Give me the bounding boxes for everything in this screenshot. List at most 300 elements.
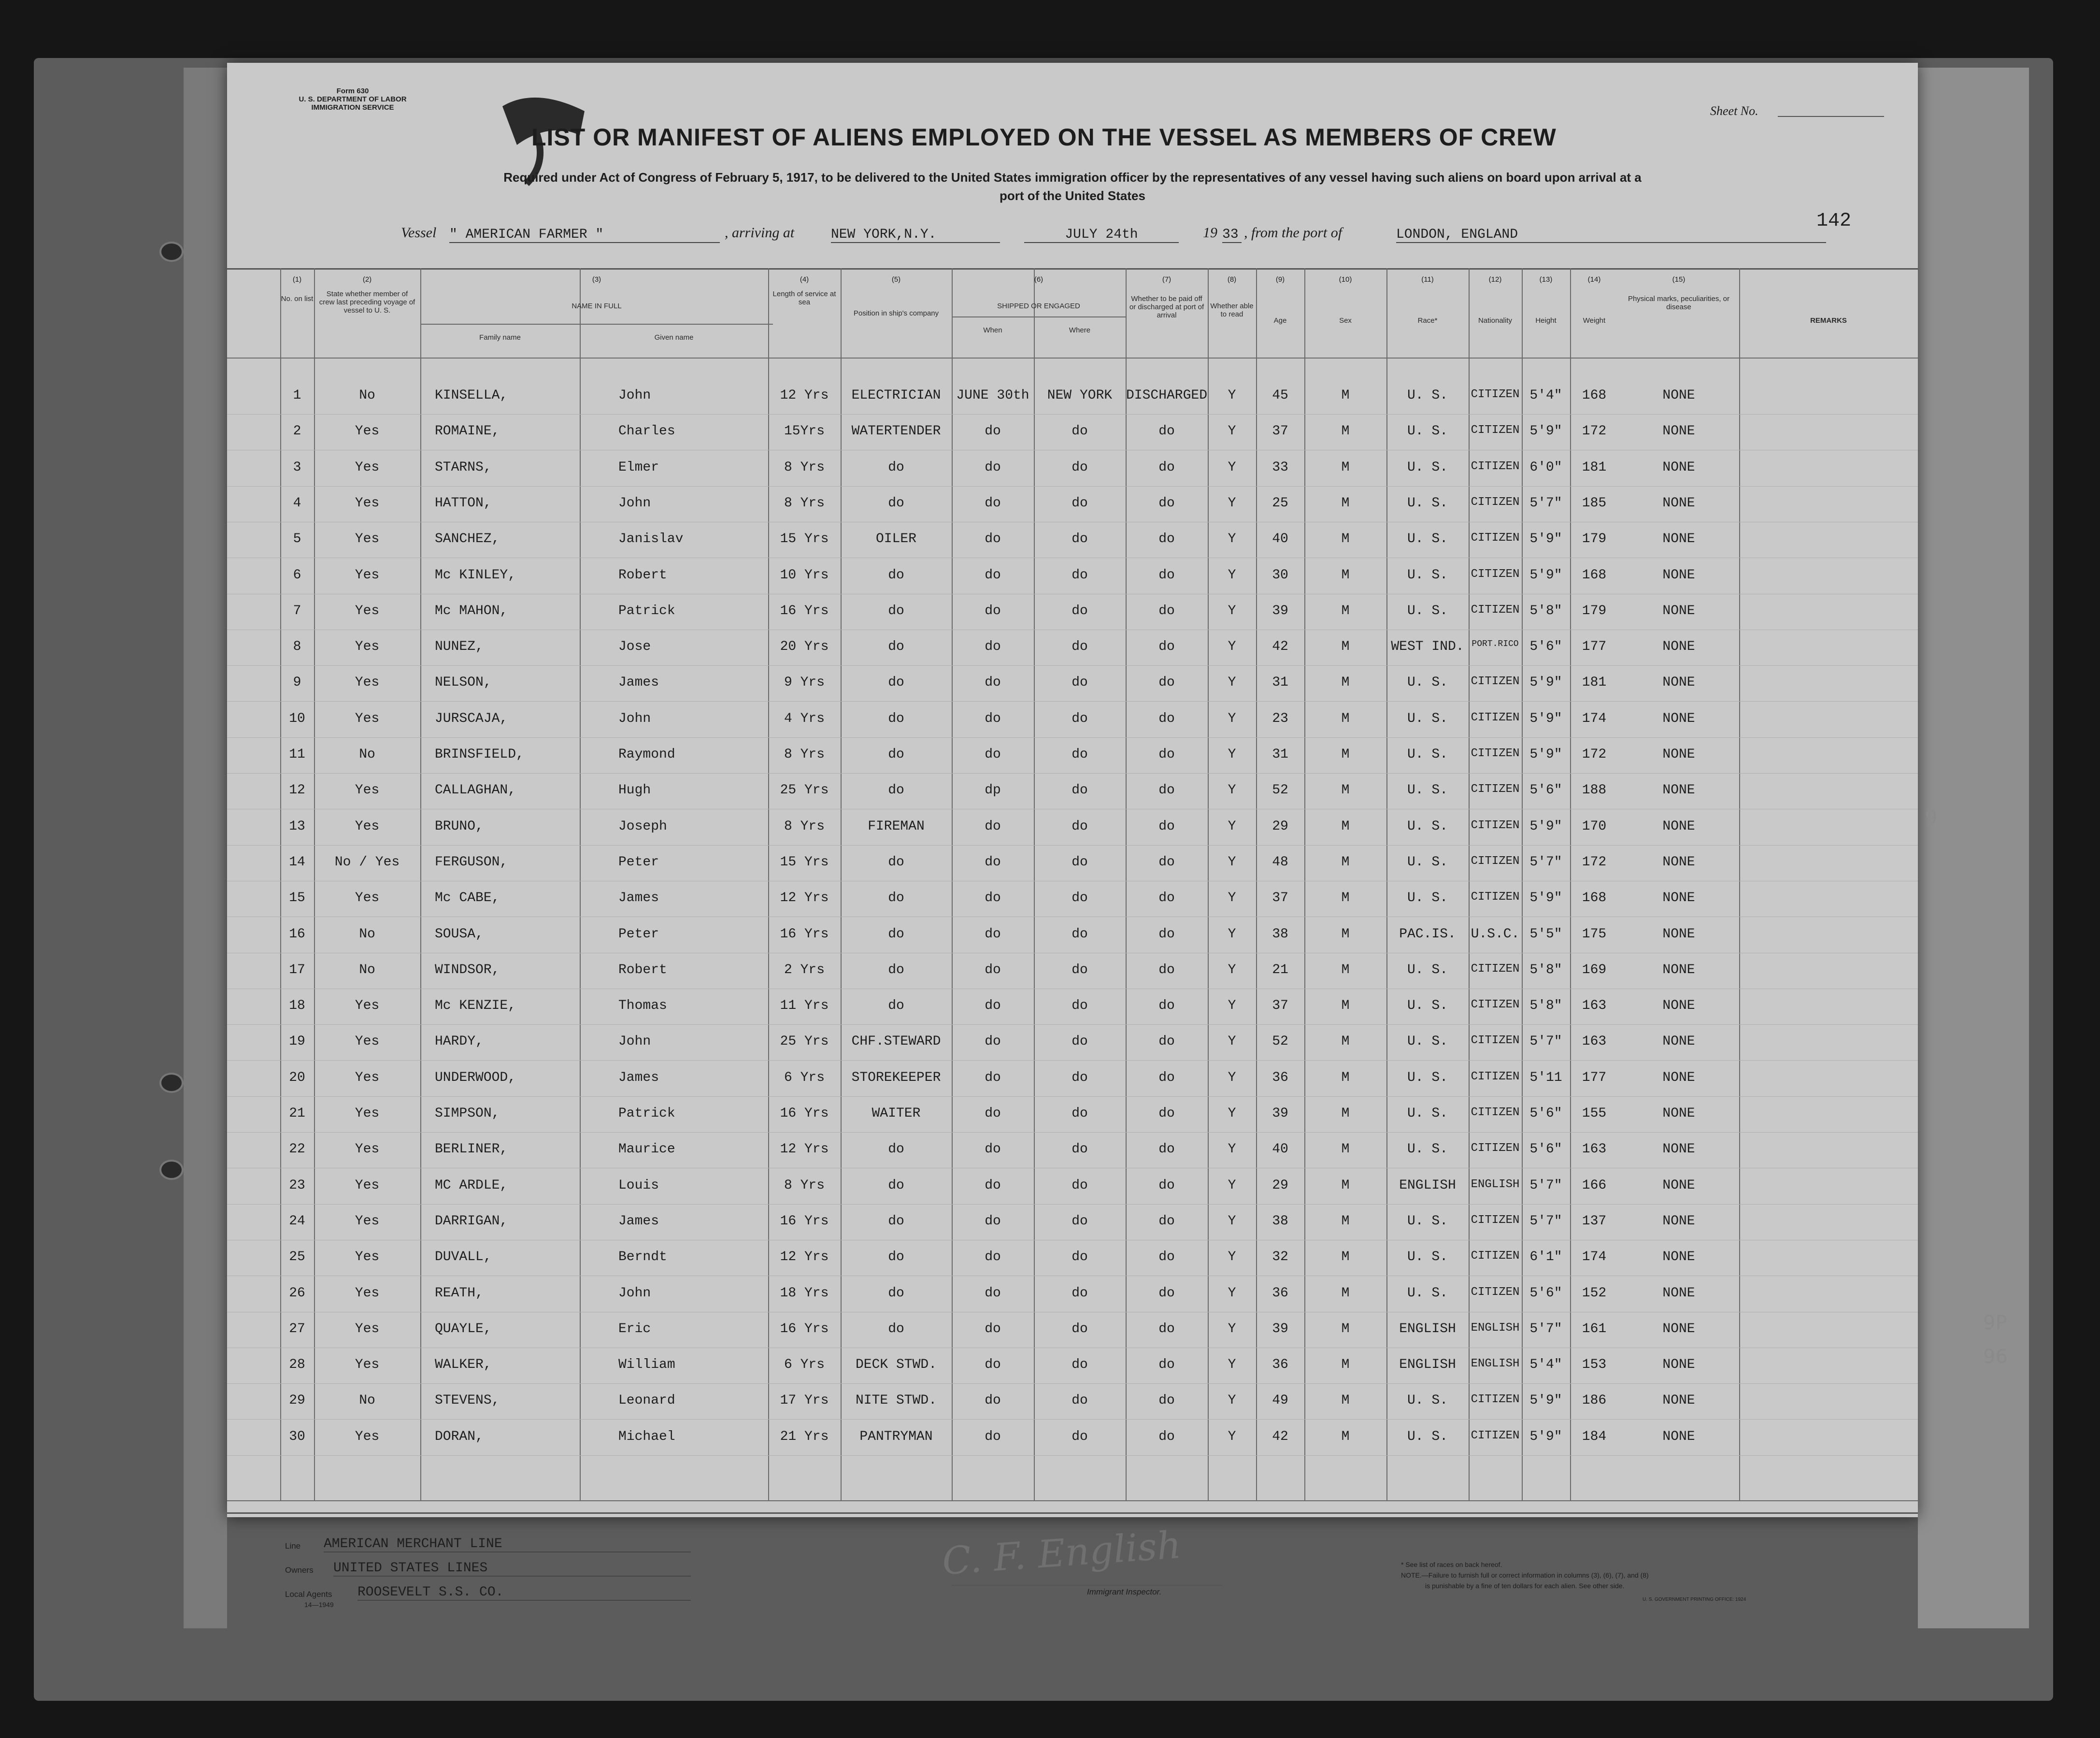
cell-sex: M — [1341, 388, 1350, 403]
cell-member-previous: Yes — [355, 819, 380, 834]
cell-weight: 168 — [1582, 567, 1607, 583]
cell-service-length: 6 Yrs — [784, 1070, 825, 1085]
cell-member-previous: Yes — [355, 998, 380, 1014]
header-paid-off: Whether to be paid off or discharged at port of arrival — [1129, 295, 1204, 319]
cell-height: 5'9" — [1529, 1393, 1562, 1408]
cell-paid-off: do — [1158, 783, 1175, 798]
form-identifier — [285, 87, 420, 112]
table-row — [227, 451, 1918, 487]
table-row — [227, 738, 1918, 774]
cell-given-name: James — [618, 891, 659, 906]
cell-position: ELECTRICIAN — [851, 388, 941, 403]
cell-member-previous: Yes — [355, 1213, 380, 1229]
cell-service-length: 16 Yrs — [780, 1321, 829, 1336]
cell-where: NEW YORK — [1047, 388, 1113, 403]
cell-age: 38 — [1272, 926, 1288, 942]
cell-given-name: James — [618, 675, 659, 690]
cell-no: 5 — [293, 531, 301, 547]
cell-service-length: 17 Yrs — [780, 1393, 829, 1408]
header-sex: Sex — [1339, 316, 1352, 325]
cell-sex: M — [1341, 1213, 1350, 1229]
header-nationality: Nationality — [1478, 316, 1513, 325]
cell-physical-marks: NONE — [1662, 926, 1695, 942]
cell-where: do — [1071, 1106, 1088, 1121]
cell-position: do — [888, 998, 904, 1014]
cell-nationality: CITIZEN — [1471, 962, 1520, 976]
col-num-8: (8) — [1227, 275, 1237, 284]
cell-height: 5'7" — [1529, 495, 1562, 511]
table-header-border — [227, 358, 1918, 359]
cell-member-previous: Yes — [355, 531, 380, 547]
cell-where: do — [1071, 998, 1088, 1014]
footnote-penalty-2: is punishable by a fine of ten dollars for each alien. See other side. — [1425, 1582, 1625, 1590]
cell-nationality: ENGLISH — [1471, 1357, 1520, 1371]
cell-family-name: REATH, — [435, 1285, 484, 1301]
cell-sex: M — [1341, 424, 1350, 439]
cell-physical-marks: NONE — [1662, 460, 1695, 475]
cell-service-length: 25 Yrs — [780, 1034, 829, 1049]
year-suffix: 33 — [1222, 227, 1242, 243]
table-row — [227, 1133, 1918, 1169]
cell-position: do — [888, 639, 904, 655]
table-row — [227, 1421, 1918, 1456]
cell-nationality: U.S.C. — [1471, 926, 1520, 942]
manifest-sheet — [227, 63, 1918, 1609]
cell-nationality: CITIZEN — [1471, 1393, 1520, 1407]
cell-given-name: Peter — [618, 854, 659, 870]
cell-weight: 175 — [1582, 926, 1607, 942]
cell-sex: M — [1341, 1393, 1350, 1408]
cell-sex: M — [1341, 962, 1350, 977]
cell-given-name: Robert — [618, 962, 667, 977]
col-num-13: (13) — [1539, 275, 1553, 284]
row-rule — [227, 1024, 1918, 1025]
cell-race: U. S. — [1407, 460, 1448, 475]
cell-given-name: Maurice — [618, 1142, 675, 1157]
cell-paid-off: DISCHARGED — [1126, 388, 1208, 403]
agents-value: ROOSEVELT S.S. CO. — [357, 1585, 691, 1601]
sheet-number-label: Sheet No. — [1710, 104, 1758, 118]
cell-position: do — [888, 1250, 904, 1265]
cell-service-length: 12 Yrs — [780, 891, 829, 906]
cell-weight: 184 — [1582, 1429, 1607, 1444]
row-rule — [227, 1204, 1918, 1205]
col-num-7: (7) — [1162, 275, 1171, 284]
cell-when: do — [985, 1070, 1001, 1085]
cell-race: ENGLISH — [1399, 1357, 1456, 1373]
departure-port: LONDON, ENGLAND — [1396, 227, 1826, 243]
cell-physical-marks: NONE — [1662, 1321, 1695, 1336]
owners-value: UNITED STATES LINES — [333, 1561, 691, 1577]
cell-able-to-read: Y — [1228, 926, 1236, 942]
header-name-in-full: NAME IN FULL — [571, 302, 622, 310]
table-row — [227, 631, 1918, 666]
agents-code: 14—1949 — [304, 1601, 334, 1609]
cell-when: do — [985, 639, 1001, 655]
cell-able-to-read: Y — [1228, 1213, 1236, 1229]
cell-height: 6'0" — [1529, 460, 1562, 475]
cell-height: 5'9" — [1529, 711, 1562, 726]
cell-able-to-read: Y — [1228, 603, 1236, 618]
cell-position: do — [888, 1321, 904, 1336]
binder-hole — [159, 1160, 184, 1180]
cell-able-to-read: Y — [1228, 747, 1236, 762]
cell-able-to-read: Y — [1228, 1106, 1236, 1121]
cell-member-previous: Yes — [355, 460, 380, 475]
col-num-14: (14) — [1587, 275, 1601, 284]
inspector-label: Immigrant Inspector. — [1087, 1587, 1162, 1596]
header-length-service: Length of service at sea — [772, 290, 836, 306]
cell-family-name: HATTON, — [435, 495, 492, 511]
cell-nationality: CITIZEN — [1471, 1106, 1520, 1119]
cell-position: do — [888, 603, 904, 618]
cell-paid-off: do — [1158, 1213, 1175, 1229]
cell-where: do — [1071, 1213, 1088, 1229]
row-rule — [227, 665, 1918, 666]
cell-race: U. S. — [1407, 495, 1448, 511]
cell-height: 5'7" — [1529, 854, 1562, 870]
cell-given-name: Jose — [618, 639, 651, 655]
cell-race: WEST IND. — [1391, 639, 1464, 655]
cell-nationality: CITIZEN — [1471, 567, 1520, 581]
cell-nationality: CITIZEN — [1471, 711, 1520, 724]
cell-position: WATERTENDER — [851, 424, 941, 439]
cell-sex: M — [1341, 1178, 1350, 1193]
cell-when: do — [985, 1357, 1001, 1373]
cell-height: 5'6" — [1529, 1142, 1562, 1157]
cell-race: ENGLISH — [1399, 1178, 1456, 1193]
cell-position: do — [888, 926, 904, 942]
cell-height: 6'1" — [1529, 1250, 1562, 1265]
agents-label: Local Agents — [285, 1590, 332, 1599]
cell-race: U. S. — [1407, 603, 1448, 618]
table-row — [227, 918, 1918, 954]
owners-label: Owners — [285, 1566, 314, 1575]
cell-member-previous: Yes — [355, 1070, 380, 1085]
cell-able-to-read: Y — [1228, 1142, 1236, 1157]
line-label: Line — [285, 1541, 301, 1551]
cell-when: do — [985, 711, 1001, 726]
cell-no: 2 — [293, 424, 301, 439]
cell-when: do — [985, 998, 1001, 1014]
cell-where: do — [1071, 1321, 1088, 1336]
cell-member-previous: Yes — [355, 675, 380, 690]
cell-nationality: CITIZEN — [1471, 819, 1520, 832]
cell-member-previous: Yes — [355, 1285, 380, 1301]
cell-service-length: 15Yrs — [784, 424, 825, 439]
cell-height: 5'6" — [1529, 1106, 1562, 1121]
cell-family-name: WINDSOR, — [435, 962, 500, 977]
cell-position: CHF.STEWARD — [851, 1034, 941, 1049]
header-given-name: Given name — [654, 333, 694, 342]
cell-age: 48 — [1272, 854, 1288, 870]
header-no-on-list: No. on list — [281, 295, 314, 303]
header-state-member: State whether member of crew last preceding voyage of vessel to U. S. — [319, 290, 415, 315]
cell-where: do — [1071, 567, 1088, 583]
cell-paid-off: do — [1158, 962, 1175, 977]
cell-service-length: 20 Yrs — [780, 639, 829, 655]
cell-given-name: William — [618, 1357, 675, 1373]
cell-physical-marks: NONE — [1662, 567, 1695, 583]
cell-family-name: DARRIGAN, — [435, 1213, 508, 1229]
col-num-6: (6) — [1034, 275, 1043, 284]
cell-weight: 174 — [1582, 711, 1607, 726]
cell-where: do — [1071, 1070, 1088, 1085]
cell-member-previous: Yes — [355, 639, 380, 655]
cell-physical-marks: NONE — [1662, 1429, 1695, 1444]
cell-member-previous: Yes — [355, 1178, 380, 1193]
cell-paid-off: do — [1158, 891, 1175, 906]
cell-sex: M — [1341, 711, 1350, 726]
cell-family-name: DUVALL, — [435, 1250, 492, 1265]
cell-service-length: 8 Yrs — [784, 819, 825, 834]
header-able-to-read: Whether able to read — [1210, 302, 1254, 318]
cell-able-to-read: Y — [1228, 998, 1236, 1014]
cell-where: do — [1071, 711, 1088, 726]
cell-age: 40 — [1272, 531, 1288, 547]
cell-when: do — [985, 747, 1001, 762]
cell-member-previous: Yes — [355, 891, 380, 906]
col-num-10: (10) — [1339, 275, 1352, 284]
cell-where: do — [1071, 783, 1088, 798]
cell-race: U. S. — [1407, 819, 1448, 834]
page-subtitle — [285, 168, 1860, 205]
cell-physical-marks: NONE — [1662, 1034, 1695, 1049]
arrival-port: NEW YORK,N.Y. — [831, 227, 1000, 243]
cell-paid-off: do — [1158, 1285, 1175, 1301]
cell-age: 36 — [1272, 1285, 1288, 1301]
form-number: Form 630 — [336, 87, 369, 95]
cell-nationality: CITIZEN — [1471, 1250, 1520, 1263]
cell-member-previous: Yes — [355, 1106, 380, 1121]
cell-age: 52 — [1272, 1034, 1288, 1049]
cell-where: do — [1071, 1034, 1088, 1049]
cell-given-name: James — [618, 1213, 659, 1229]
cell-race: U. S. — [1407, 1070, 1448, 1085]
cell-age: 21 — [1272, 962, 1288, 977]
cell-no: 3 — [293, 460, 301, 475]
cell-no: 20 — [289, 1070, 305, 1085]
cell-physical-marks: NONE — [1662, 1213, 1695, 1229]
cell-height: 5'9" — [1529, 747, 1562, 762]
row-rule — [227, 1455, 1918, 1456]
service: IMMIGRATION SERVICE — [311, 103, 394, 112]
cell-nationality: CITIZEN — [1471, 1070, 1520, 1083]
cell-sex: M — [1341, 675, 1350, 690]
cell-no: 1 — [293, 388, 301, 403]
cell-service-length: 9 Yrs — [784, 675, 825, 690]
cell-physical-marks: NONE — [1662, 675, 1695, 690]
cell-age: 29 — [1272, 819, 1288, 834]
cell-where: do — [1071, 747, 1088, 762]
row-rule — [227, 773, 1918, 774]
cell-where: do — [1071, 495, 1088, 511]
col-num-15: (15) — [1672, 275, 1686, 284]
cell-weight: 181 — [1582, 460, 1607, 475]
cell-given-name: John — [618, 495, 651, 511]
cell-when: do — [985, 962, 1001, 977]
cell-paid-off: do — [1158, 819, 1175, 834]
cell-service-length: 21 Yrs — [780, 1429, 829, 1444]
table-row — [227, 846, 1918, 882]
cell-family-name: NELSON, — [435, 675, 492, 690]
cell-sex: M — [1341, 926, 1350, 942]
cell-race: ENGLISH — [1399, 1321, 1456, 1336]
cell-physical-marks: NONE — [1662, 1070, 1695, 1085]
cell-when: do — [985, 1142, 1001, 1157]
cell-no: 10 — [289, 711, 305, 726]
cell-physical-marks: NONE — [1662, 1250, 1695, 1265]
cell-where: do — [1071, 460, 1088, 475]
cell-age: 36 — [1272, 1070, 1288, 1085]
cell-no: 13 — [289, 819, 305, 834]
cell-sex: M — [1341, 1070, 1350, 1085]
table-row — [227, 415, 1918, 451]
cell-service-length: 16 Yrs — [780, 603, 829, 618]
col-num-11: (11) — [1421, 275, 1434, 284]
cell-paid-off: do — [1158, 424, 1175, 439]
cell-where: do — [1071, 531, 1088, 547]
pencil-annotation: 96 — [1983, 1346, 2008, 1368]
cell-member-previous: Yes — [355, 711, 380, 726]
cell-able-to-read: Y — [1228, 1178, 1236, 1193]
cell-age: 45 — [1272, 388, 1288, 403]
cell-nationality: PORT.RICO — [1471, 639, 1519, 649]
cell-given-name: John — [618, 1285, 651, 1301]
table-row — [227, 954, 1918, 990]
cell-able-to-read: Y — [1228, 1357, 1236, 1373]
cell-given-name: Janislav — [618, 531, 684, 547]
cell-sex: M — [1341, 891, 1350, 906]
table-row — [227, 1349, 1918, 1384]
cell-no: 27 — [289, 1321, 305, 1336]
cell-when: do — [985, 819, 1001, 834]
cell-height: 5'9" — [1529, 1429, 1562, 1444]
header-shipped-engaged: SHIPPED OR ENGAGED — [997, 302, 1080, 310]
cell-race: U. S. — [1407, 424, 1448, 439]
cell-given-name: Joseph — [618, 819, 667, 834]
cell-sex: M — [1341, 1321, 1350, 1336]
cell-sex: M — [1341, 819, 1350, 834]
cell-no: 26 — [289, 1285, 305, 1301]
footnote-penalty-1: NOTE.—Failure to furnish full or correct information in columns (3), (6), (7), and (8) — [1401, 1571, 1649, 1579]
cell-nationality: CITIZEN — [1471, 783, 1520, 796]
table-row — [227, 1313, 1918, 1349]
cell-nationality: CITIZEN — [1471, 1429, 1520, 1442]
binder-hole — [159, 242, 184, 262]
cell-family-name: SIMPSON, — [435, 1106, 500, 1121]
cell-given-name: Leonard — [618, 1393, 675, 1408]
year-prefix: 19 — [1203, 225, 1217, 241]
cell-able-to-read: Y — [1228, 1429, 1236, 1444]
cell-race: U. S. — [1407, 567, 1448, 583]
cell-position: FIREMAN — [868, 819, 925, 834]
cell-height: 5'9" — [1529, 675, 1562, 690]
cell-where: do — [1071, 1142, 1088, 1157]
cell-age: 33 — [1272, 460, 1288, 475]
cell-paid-off: do — [1158, 711, 1175, 726]
cell-age: 49 — [1272, 1393, 1288, 1408]
cell-no: 29 — [289, 1393, 305, 1408]
cell-where: do — [1071, 675, 1088, 690]
cell-physical-marks: NONE — [1662, 1106, 1695, 1121]
cell-no: 28 — [289, 1357, 305, 1373]
cell-able-to-read: Y — [1228, 567, 1236, 583]
cell-paid-off: do — [1158, 1429, 1175, 1444]
cell-height: 5'7" — [1529, 1321, 1562, 1336]
cell-given-name: Patrick — [618, 603, 675, 618]
cell-sex: M — [1341, 783, 1350, 798]
arriving-label: , arriving at — [725, 225, 795, 241]
cell-position: do — [888, 1142, 904, 1157]
cell-position: WAITER — [871, 1106, 921, 1121]
printer-imprint: U. S. GOVERNMENT PRINTING OFFICE: 1924 — [1643, 1597, 1746, 1602]
cell-weight: 186 — [1582, 1393, 1607, 1408]
pencil-annotation: 9P — [1983, 1312, 2007, 1334]
cell-given-name: Berndt — [618, 1250, 667, 1265]
cell-physical-marks: NONE — [1662, 531, 1695, 547]
cell-weight: 153 — [1582, 1357, 1607, 1373]
cell-when: do — [985, 567, 1001, 583]
cell-paid-off: do — [1158, 926, 1175, 942]
cell-weight: 166 — [1582, 1178, 1607, 1193]
cell-where: do — [1071, 1250, 1088, 1265]
cell-nationality: CITIZEN — [1471, 495, 1520, 509]
cell-age: 42 — [1272, 639, 1288, 655]
row-rule — [227, 414, 1918, 415]
cell-position: do — [888, 962, 904, 977]
cell-nationality: CITIZEN — [1471, 388, 1520, 401]
cell-race: U. S. — [1407, 388, 1448, 403]
cell-weight: 177 — [1582, 1070, 1607, 1085]
cell-service-length: 15 Yrs — [780, 854, 829, 870]
cell-service-length: 16 Yrs — [780, 1213, 829, 1229]
cell-race: U. S. — [1407, 854, 1448, 870]
cell-position: do — [888, 1178, 904, 1193]
table-row — [227, 666, 1918, 702]
cell-race: U. S. — [1407, 1213, 1448, 1229]
cell-member-previous: No / Yes — [334, 854, 400, 870]
cell-paid-off: do — [1158, 531, 1175, 547]
cell-position: do — [888, 891, 904, 906]
row-rule — [227, 737, 1918, 738]
cell-weight: 161 — [1582, 1321, 1607, 1336]
cell-service-length: 8 Yrs — [784, 460, 825, 475]
cell-nationality: CITIZEN — [1471, 891, 1520, 904]
cell-able-to-read: Y — [1228, 819, 1236, 834]
cell-height: 5'5" — [1529, 926, 1562, 942]
cell-service-length: 11 Yrs — [780, 998, 829, 1014]
cell-paid-off: do — [1158, 1070, 1175, 1085]
cell-service-length: 16 Yrs — [780, 926, 829, 942]
cell-given-name: Raymond — [618, 747, 675, 762]
cell-weight: 172 — [1582, 747, 1607, 762]
cell-where: do — [1071, 1178, 1088, 1193]
cell-family-name: QUAYLE, — [435, 1321, 492, 1336]
cell-sex: M — [1341, 1106, 1350, 1121]
cell-race: U. S. — [1407, 891, 1448, 906]
cell-race: U. S. — [1407, 747, 1448, 762]
cell-nationality: CITIZEN — [1471, 998, 1520, 1012]
cell-age: 39 — [1272, 603, 1288, 618]
cell-where: do — [1071, 424, 1088, 439]
cell-able-to-read: Y — [1228, 424, 1236, 439]
cell-physical-marks: NONE — [1662, 747, 1695, 762]
cell-physical-marks: NONE — [1662, 424, 1695, 439]
cell-member-previous: Yes — [355, 1034, 380, 1049]
cell-race: U. S. — [1407, 1106, 1448, 1121]
cell-family-name: MC ARDLE, — [435, 1178, 508, 1193]
